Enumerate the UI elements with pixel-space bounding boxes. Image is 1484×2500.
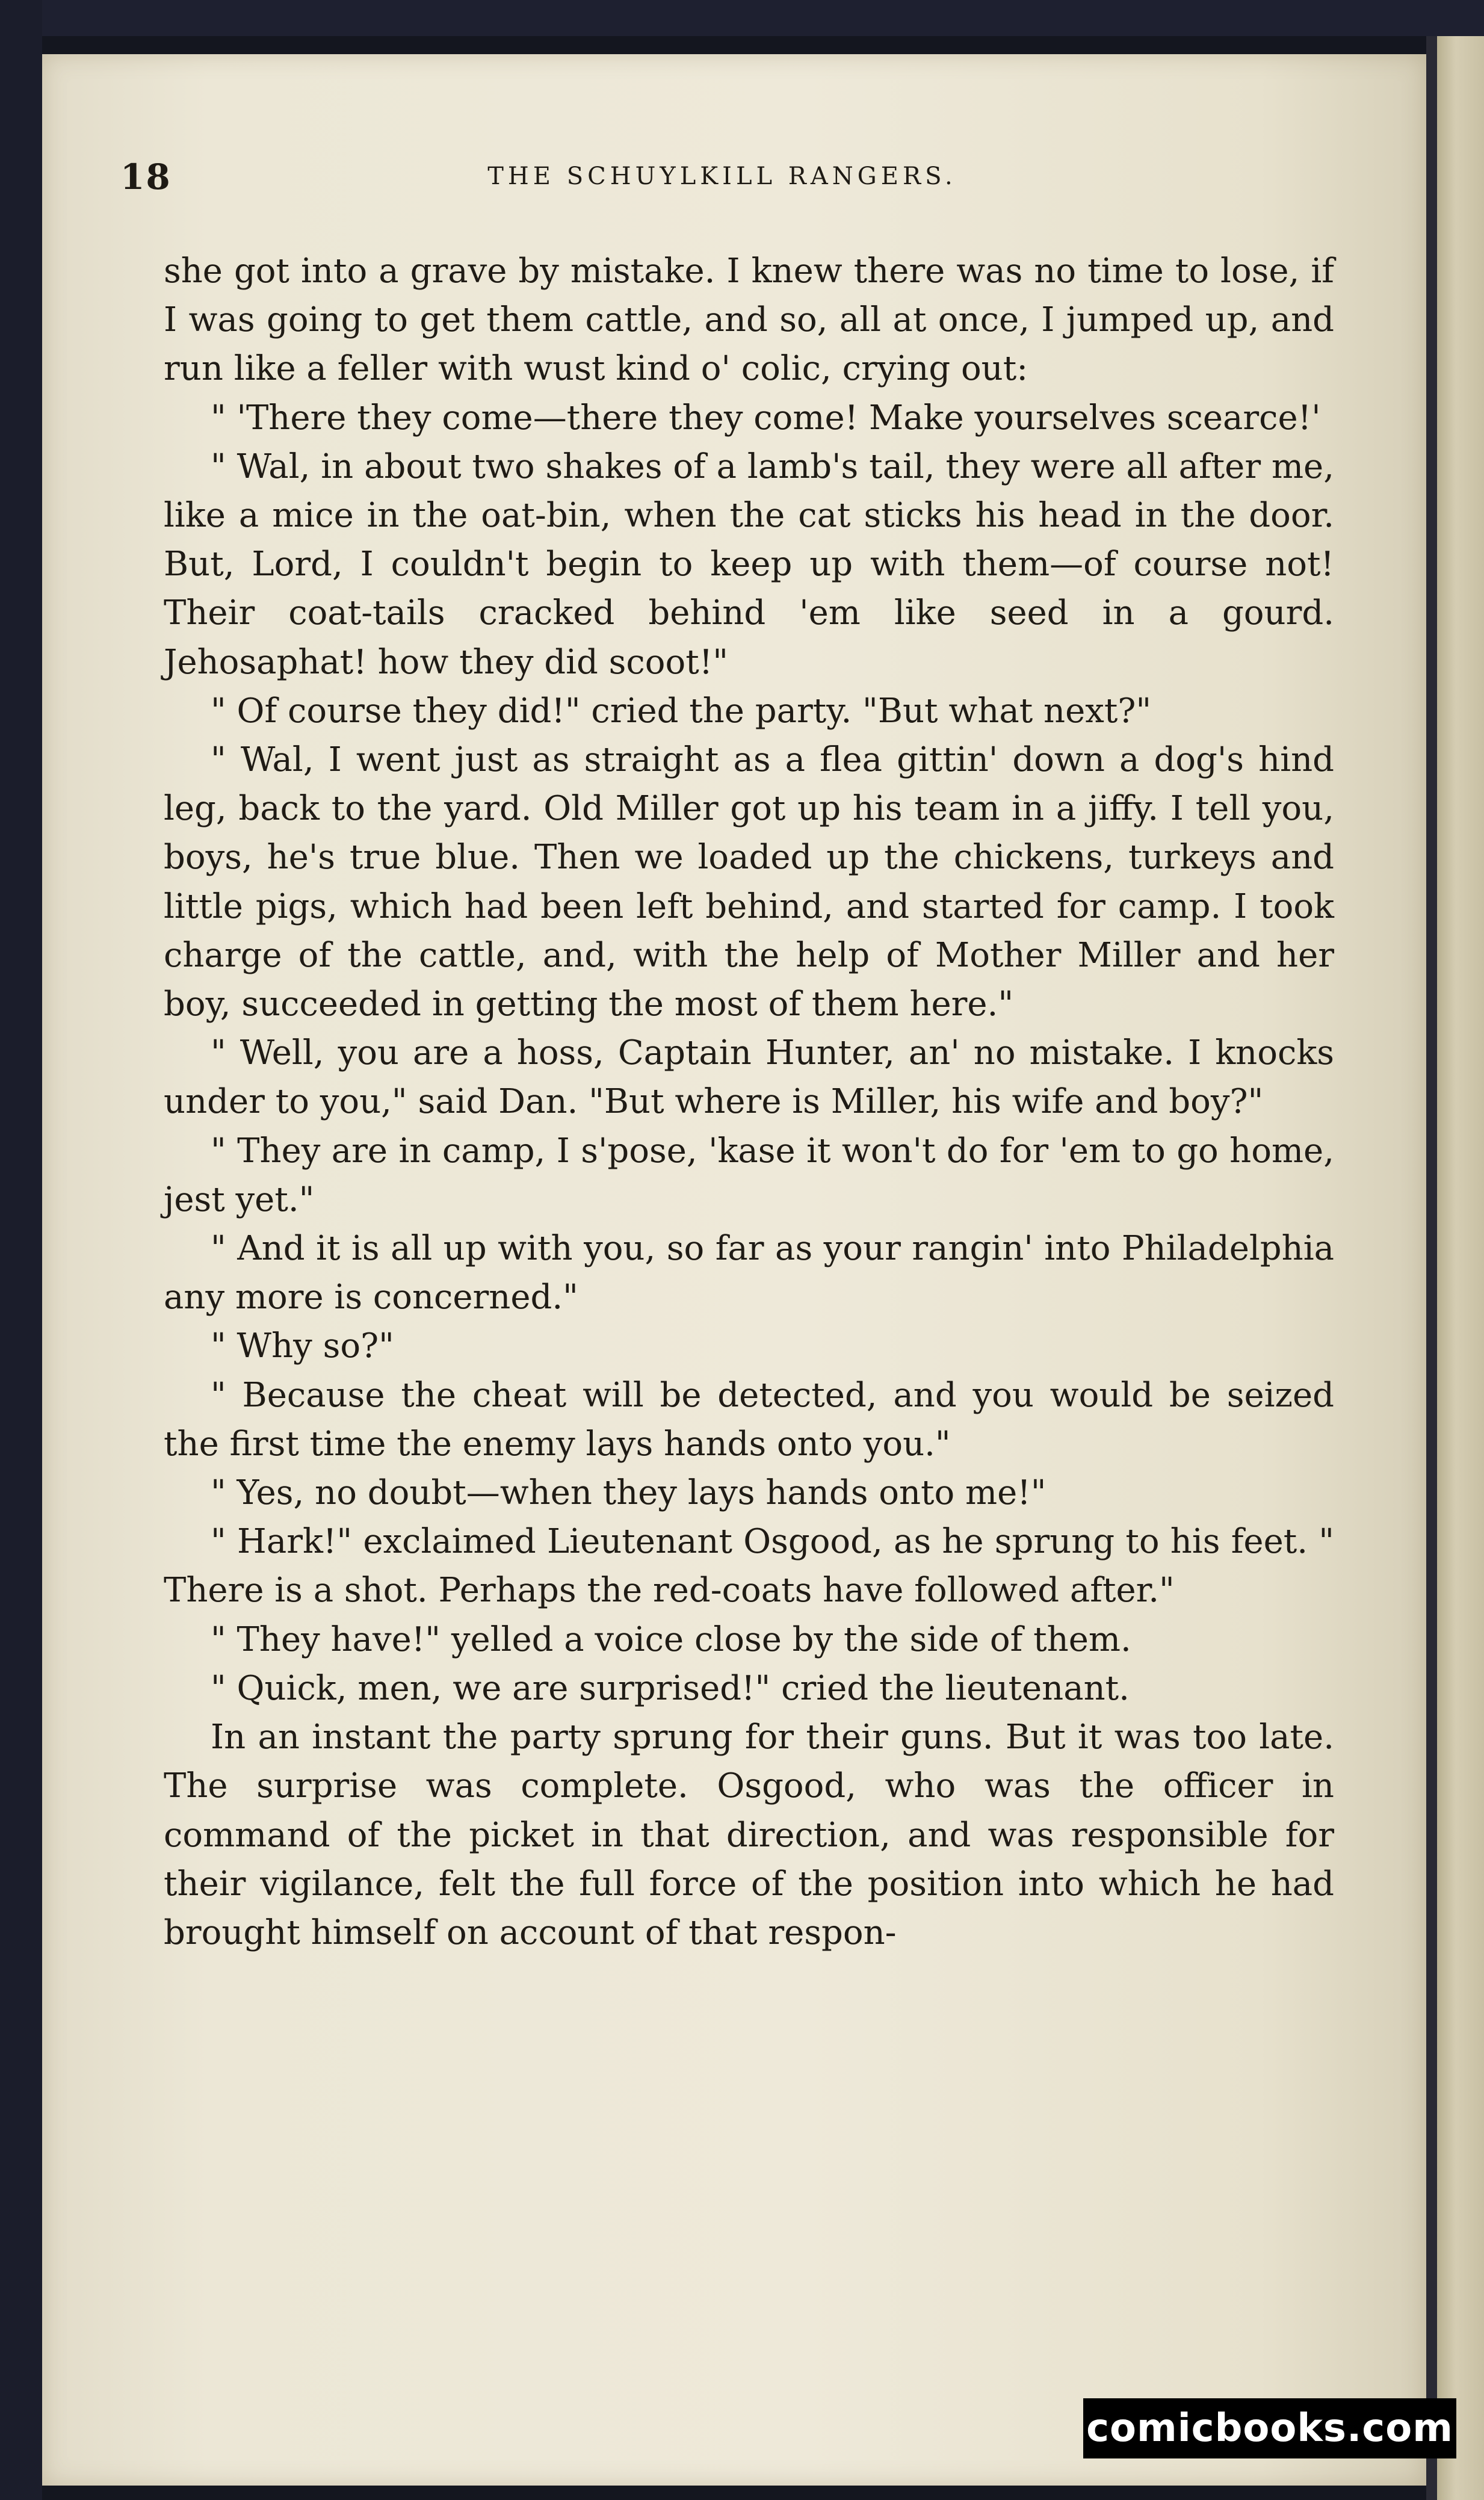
paragraph: " And it is all up with you, so far as your rangin' into Philadelphia any more is concerned." bbox=[164, 1229, 1334, 1317]
paragraph: " They are in camp, I s'pose, 'kase it won't do for 'em to go home, jest yet." bbox=[164, 1131, 1334, 1219]
page-number: 18 bbox=[120, 156, 172, 197]
paragraph: In an instant the party sprung for their guns. But it was too late. The surprise was complete. Osgood, who was the officer in command of the picket in that direction, and was responsible for their vigilance, felt the full force of the position into which he had brought himself on account of that respon- bbox=[164, 1718, 1334, 1952]
paragraph: " Quick, men, we are surprised!" cried the lieutenant. bbox=[211, 1668, 1130, 1708]
running-title: THE SCHUYLKILL RANGERS. bbox=[487, 162, 957, 190]
body-text bbox=[164, 247, 1334, 1957]
paragraph: " 'There they come—there they come! Make yourselves scearce!' bbox=[211, 398, 1321, 438]
paragraph: " Wal, in about two shakes of a lamb's tail, they were all after me, like a mice in the oat-bin, when the cat sticks his head in the door. But, Lord, I couldn't begin to keep up with them—of course not! Their coat-tails cracked behind 'em like seed in a gourd. Jehosaphat! how they did scoot!" bbox=[164, 447, 1334, 682]
facing-page-edge bbox=[1437, 36, 1484, 2500]
running-head bbox=[120, 156, 1324, 205]
page-gutter bbox=[1426, 36, 1437, 2500]
paragraph: " They have!" yelled a voice close by the side of them. bbox=[211, 1620, 1131, 1659]
paragraph: " Because the cheat will be detected, and you would be seized the first time the enemy lays hands onto you." bbox=[164, 1375, 1334, 1464]
paragraph: " Wal, I went just as straight as a flea gittin' down a dog's hind leg, back to the yard. Old Miller got up his team in a jiffy. I tell you, boys, he's true blue. Then we loaded up the chickens, turkeys and little pigs, which had been left behind, and started for camp. I took charge of the cattle, and, with the help of Mother Miller and her boy, succeeded in getting the most of them here." bbox=[164, 740, 1334, 1024]
book-cover-left bbox=[0, 0, 42, 2500]
paragraph: " Why so?" bbox=[211, 1326, 394, 1366]
paragraph: " Hark!" exclaimed Lieutenant Osgood, as he sprung to his feet. " There is a shot. Perhaps the red-coats have followed after." bbox=[164, 1522, 1334, 1610]
paragraph: " Well, you are a hoss, Captain Hunter, an' no mistake. I knocks under to you," said Dan. "But where is Miller, his wife and boy?" bbox=[164, 1033, 1334, 1122]
paragraph: " Of course they did!" cried the party. "But what next?" bbox=[211, 691, 1152, 731]
watermark-logo: comicbooks.com bbox=[1083, 2398, 1456, 2458]
paragraph: " Yes, no doubt—when they lays hands onto me!" bbox=[211, 1473, 1047, 1513]
book-cover-top bbox=[0, 0, 1484, 36]
paragraph: she got into a grave by mistake. I knew there was no time to lose, if I was going to get them cattle, and so, all at once, I jumped up, and run like a feller with wust kind o' colic, crying out: bbox=[164, 252, 1334, 389]
